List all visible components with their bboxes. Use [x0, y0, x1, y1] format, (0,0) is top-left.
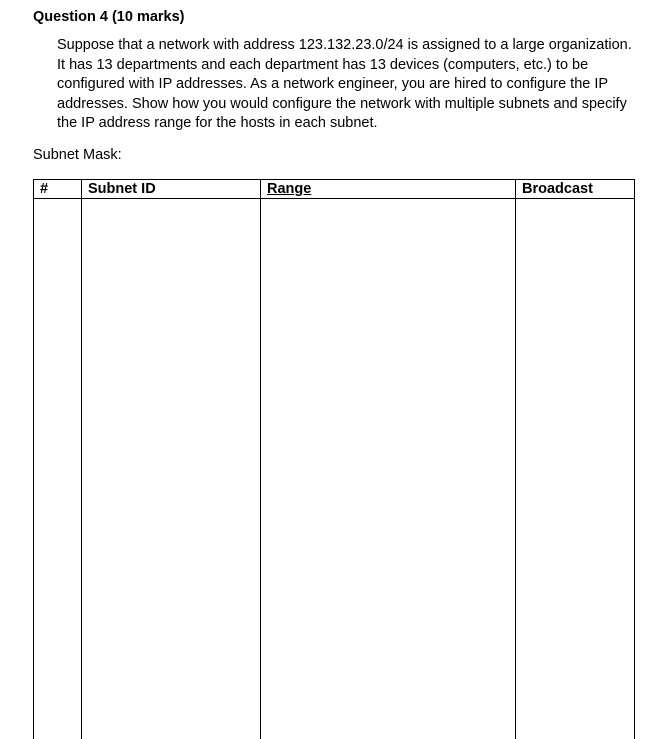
- cell-number[interactable]: [34, 199, 82, 739]
- header-range-label: Range: [267, 181, 311, 197]
- question-body: Suppose that a network with address 123.132.23.0/24 is assigned to a large organization. It has 13 departments and each department has 13 devices (computers, etc.) to be configured with IP addresses. As a network engineer, you are hired to configure the IP addresses. Show how you would configure the network with multiple subnets and specify the IP address range for the hosts in each subnet.: [57, 36, 637, 134]
- table-row: [34, 199, 635, 739]
- header-number: #: [34, 180, 82, 199]
- header-subnet-id: Subnet ID: [82, 180, 261, 199]
- table-header-row: [34, 180, 635, 199]
- answer-table: [33, 179, 635, 739]
- header-range: [261, 180, 516, 199]
- cell-broadcast[interactable]: [516, 199, 635, 739]
- cell-subnet-id[interactable]: [82, 199, 261, 739]
- question-title: Question 4 (10 marks): [33, 9, 185, 25]
- header-broadcast: Broadcast: [516, 180, 635, 199]
- cell-range[interactable]: [261, 199, 516, 739]
- subnet-mask-label: Subnet Mask:: [33, 147, 122, 163]
